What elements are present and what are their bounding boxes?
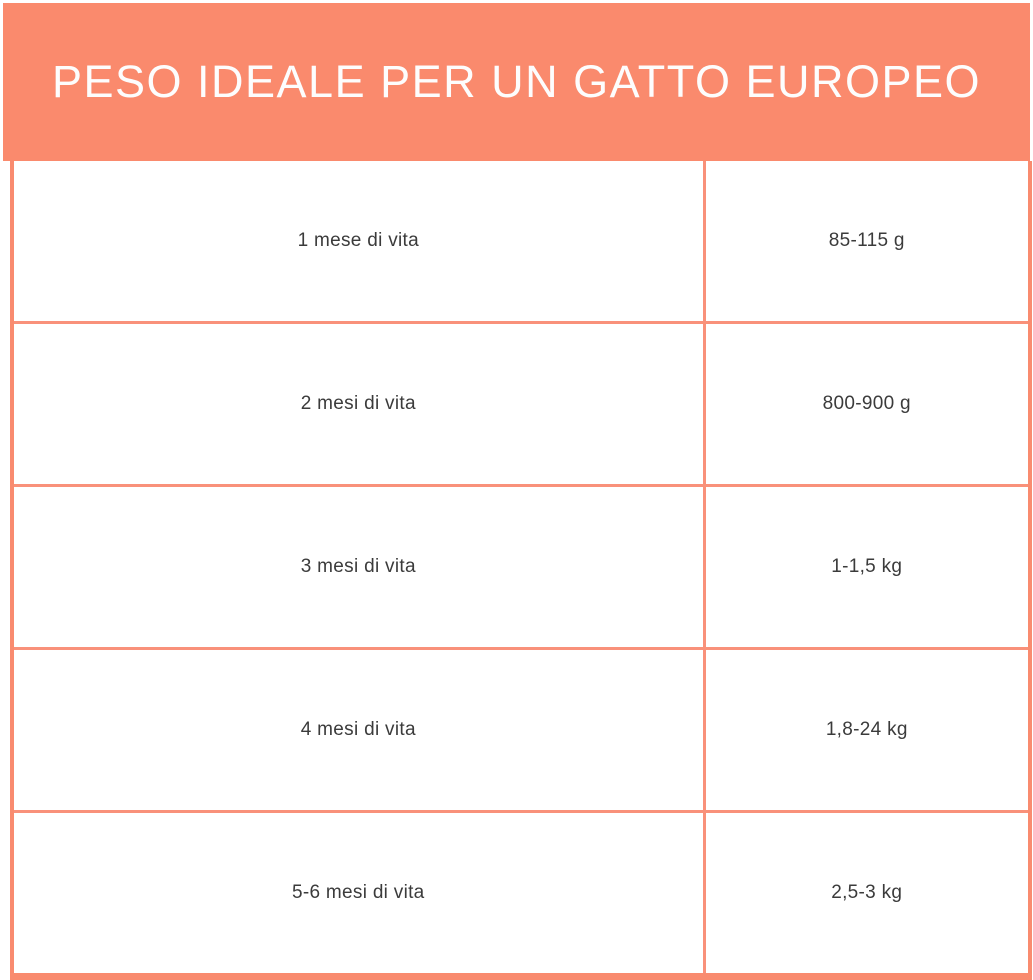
table-row [14,813,1028,973]
table-row [14,650,1028,813]
age-cell: 2 mesi di vita [14,324,706,484]
age-cell: 3 mesi di vita [14,487,706,647]
age-cell: 1 mese di vita [14,161,706,321]
page-title: PESO IDEALE PER UN GATTO EUROPEO [51,56,982,107]
weight-cell: 800-900 g [822,393,911,414]
age-cell: 4 mesi di vita [14,650,706,810]
table-row [14,161,1028,324]
weight-cell: 85-115 g [828,230,905,251]
header-band [3,3,1030,161]
table-row [14,487,1028,650]
weight-table [10,161,1032,980]
weight-cell: 1,8-24 kg [825,719,908,740]
table-row [14,324,1028,487]
weight-cell: 1-1,5 kg [831,556,903,577]
weight-cell: 2,5-3 kg [831,882,903,903]
age-cell: 5-6 mesi di vita [14,813,706,973]
